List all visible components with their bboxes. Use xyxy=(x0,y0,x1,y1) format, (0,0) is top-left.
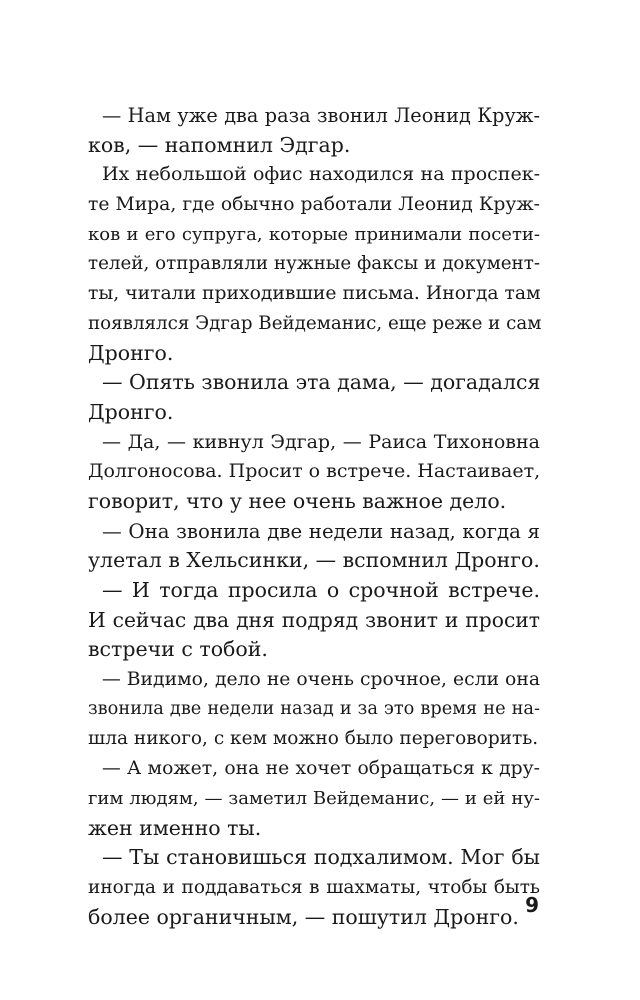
text-line: ков, — напомнил Эдгар. xyxy=(88,132,351,157)
text-line: телей, отправляли нужные факсы и документ- xyxy=(88,253,540,275)
text-line: ков и его супруга, которые принимали посети- xyxy=(88,223,540,245)
text-line: улетал в Хельсинки, — вспомнил Дронго. xyxy=(88,548,540,573)
text-line: Долгоносова. Просит о встрече. Настаивает, xyxy=(88,460,541,483)
text-line: Дронго. xyxy=(88,340,174,365)
text-line: — И тогда просила о срочной встрече. xyxy=(102,578,540,602)
text-line: появлялся Эдгар Вейдеманис, еще реже и сам xyxy=(88,312,542,334)
text-line: — Ты становишься подхалимом. Мог бы xyxy=(102,845,540,870)
text-line: — Видимо, дело не очень срочное, если она xyxy=(102,669,540,691)
text-line: — Опять звонила эта дама, — догадался xyxy=(102,370,541,395)
text-line: жен именно ты. xyxy=(88,815,262,840)
text-line: гим людям, — заметил Вейдеманис, — и ей ну- xyxy=(88,787,540,809)
text-line: те Мира, где обычно работали Леонид Круж- xyxy=(88,194,540,216)
text-line: — Да, — кивнул Эдгар, — Раиса Тихоновна xyxy=(102,430,540,453)
text-line: Их небольшой офис находился на проспек- xyxy=(102,163,540,186)
text-line: — Нам уже два раза звонил Леонид Круж- xyxy=(102,104,540,127)
text-line: — А может, она не хочет обращаться к дру- xyxy=(102,758,540,780)
text-line: И сейчас два дня подряд звонит и просит xyxy=(88,607,540,632)
text-line: говорит, что у нее очень важное дело. xyxy=(88,488,507,513)
text-line: ты, читали приходившие письма. Иногда там xyxy=(88,283,541,305)
text-line: звонила две недели назад и за это время не на- xyxy=(88,698,540,719)
text-line: шла никого, с кем можно было переговорить. xyxy=(88,728,539,750)
text-line: иногда и поддаваться в шахматы, чтобы быть xyxy=(88,876,540,898)
text-line: — Она звонила две недели назад, когда я xyxy=(102,519,540,543)
text-line: Дронго. xyxy=(88,399,174,424)
text-line: встречи с тобой. xyxy=(88,637,268,662)
text-line: более органичным, — пошутил Дронго. xyxy=(88,904,519,929)
body-text xyxy=(88,101,540,932)
page-number: 9 xyxy=(525,893,539,917)
